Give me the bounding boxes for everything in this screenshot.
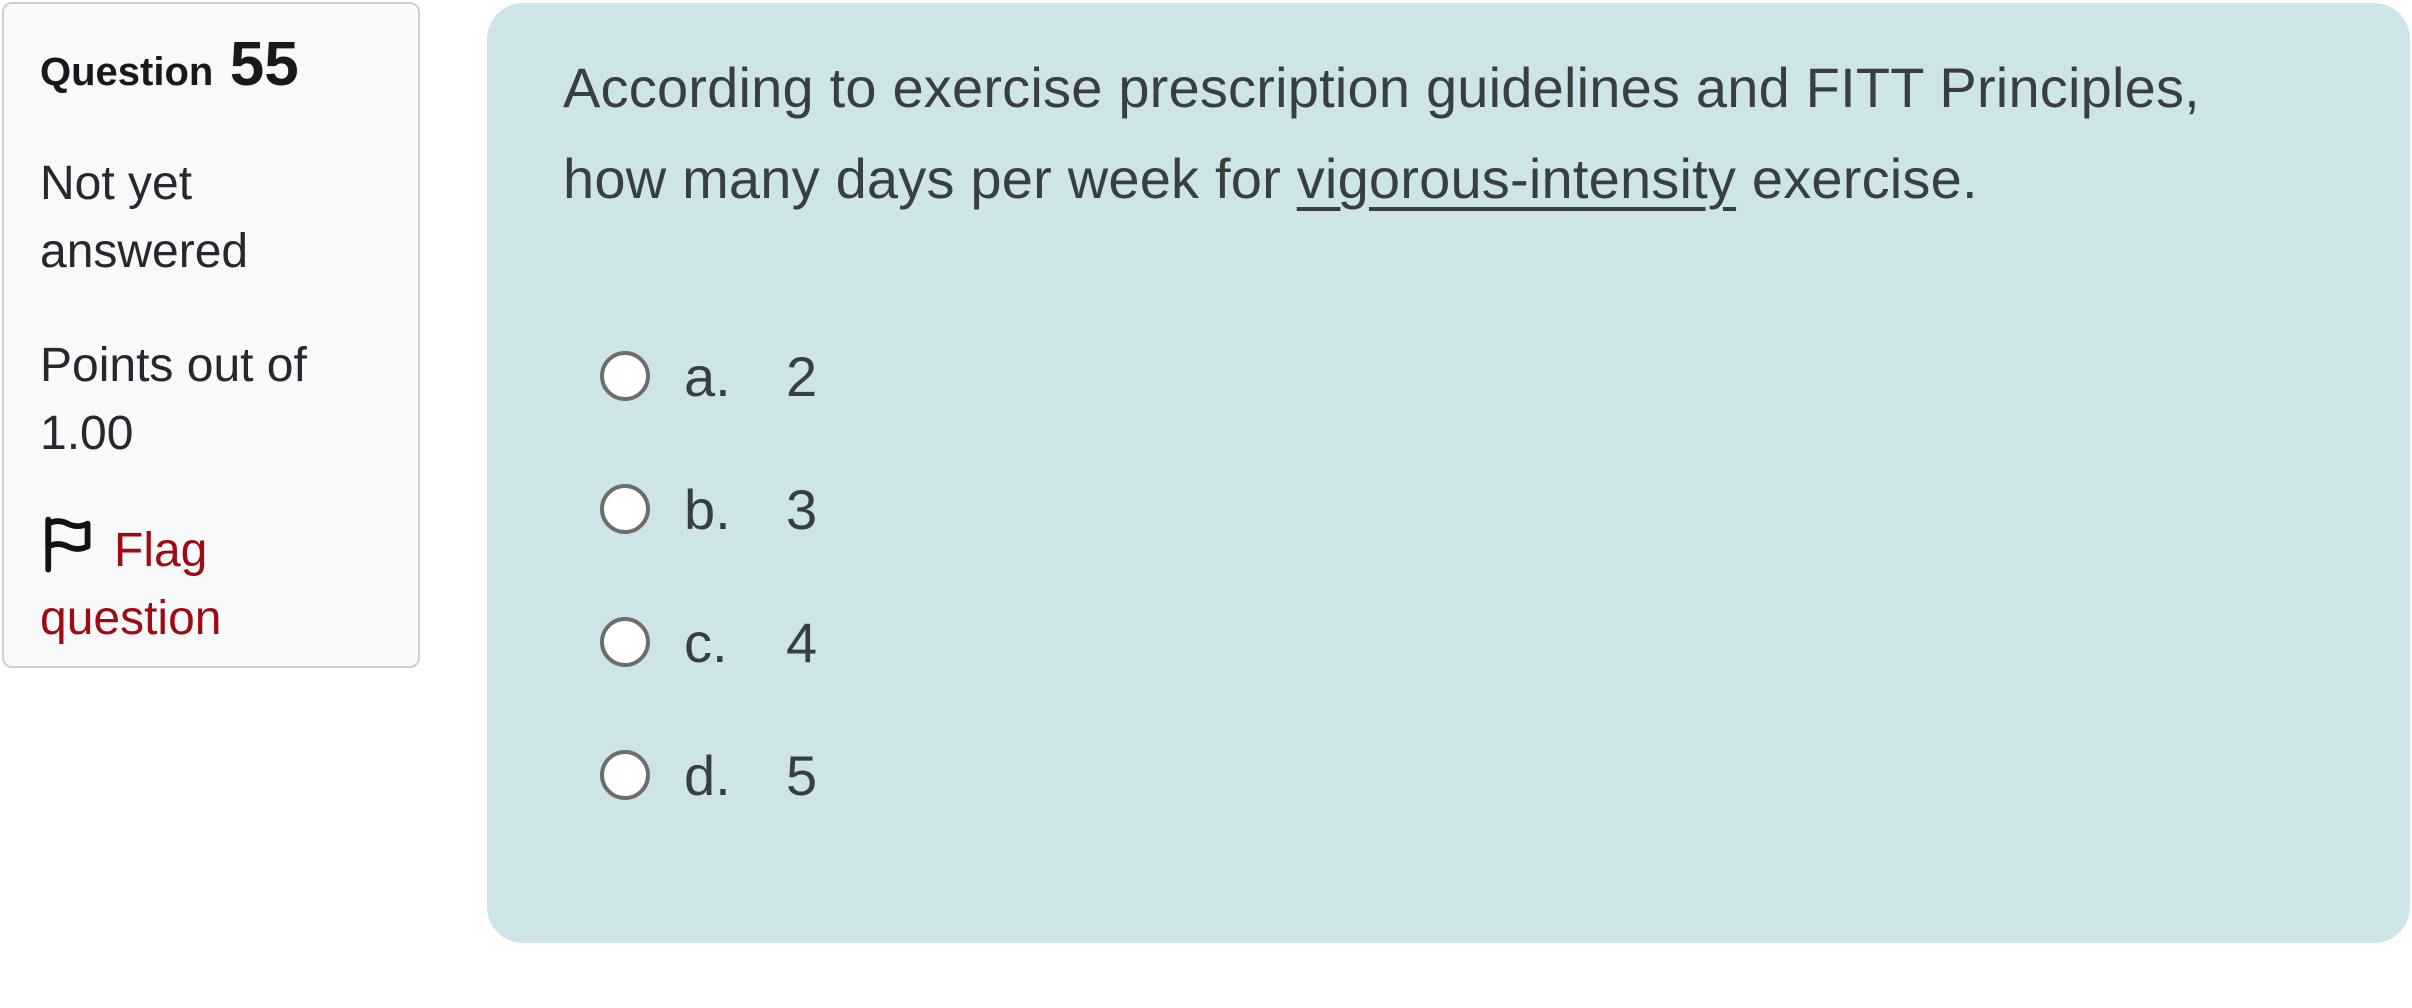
answer-options bbox=[600, 344, 818, 807]
question-panel bbox=[487, 3, 2410, 943]
answer-option-d bbox=[600, 743, 818, 807]
question-text-line2-post: exercise. bbox=[1736, 147, 1978, 210]
option-a-value: 2 bbox=[786, 344, 818, 408]
question-text-line2-pre: how many days per week for bbox=[563, 147, 1297, 210]
flag-question-label: Flag question bbox=[40, 524, 222, 645]
question-text-line2 bbox=[563, 133, 2383, 224]
radio-option-d[interactable] bbox=[600, 750, 650, 800]
question-status: Not yet answered bbox=[40, 157, 249, 278]
question-heading-label: Question bbox=[40, 50, 214, 94]
answer-option-c bbox=[600, 610, 818, 674]
question-text-underlined-term: vigorous-intensity bbox=[1296, 147, 1737, 210]
radio-option-c[interactable] bbox=[600, 617, 650, 667]
question-info-panel bbox=[2, 2, 420, 668]
question-points: Points out of 1.00 bbox=[40, 339, 307, 460]
option-b-letter: b. bbox=[684, 477, 731, 541]
question-text bbox=[563, 42, 2383, 224]
flag-question-link[interactable] bbox=[40, 514, 382, 653]
option-a-letter: a. bbox=[684, 344, 731, 408]
question-text-line1: According to exercise prescription guidelines and FITT Principles, bbox=[563, 56, 2200, 119]
question-number: 55 bbox=[229, 30, 299, 99]
radio-option-b[interactable] bbox=[600, 484, 650, 534]
question-heading bbox=[40, 30, 382, 116]
option-d-letter: d. bbox=[684, 743, 731, 807]
answer-option-b bbox=[600, 477, 818, 541]
flag-icon bbox=[40, 514, 106, 574]
radio-option-a[interactable] bbox=[600, 351, 650, 401]
option-c-value: 4 bbox=[786, 610, 818, 674]
option-b-value: 3 bbox=[786, 477, 818, 541]
answer-option-a bbox=[600, 344, 818, 408]
option-c-letter: c. bbox=[684, 610, 728, 674]
option-d-value: 5 bbox=[786, 743, 818, 807]
